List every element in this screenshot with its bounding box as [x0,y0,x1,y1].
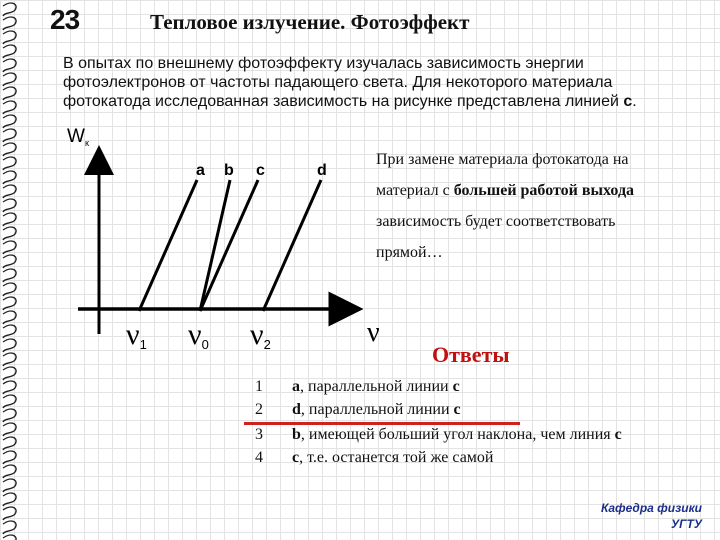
line-label-c: c [256,162,265,179]
spiral-ring [3,73,16,86]
answer-text [292,378,460,396]
slide-number: 23 [50,4,80,35]
spiral-ring [3,409,16,422]
spiral-ring [3,479,16,492]
line-label-d: d [317,162,327,179]
tick-nu1: ν1 [126,318,147,352]
spiral-ring [3,521,16,534]
spiral-ring [3,395,16,408]
spiral-ring [3,171,16,184]
spiral-ring [3,437,16,450]
answer-ref-letter: c [452,378,460,395]
page-title: Тепловое излучение. Фотоэффект [150,10,470,34]
answer-line-letter: a [292,378,300,395]
intro-line-3-text: фотокатода исследованная зависимость на рисунке представлена линией [63,93,624,110]
department-line-1: Кафедра физики [600,501,702,515]
answer-number: 3 [255,426,263,443]
answer-description: , имеющей больший угол наклона, чем линия [300,426,615,443]
line-d [263,180,321,311]
x-axis-label: ν [367,317,380,348]
correct-answer-underline [244,422,520,425]
line-c [200,180,258,311]
spiral-ring [3,87,16,100]
spiral-ring [3,493,16,506]
spiral-ring [3,325,16,338]
intro-line-3 [63,92,703,111]
question-line-1: При замене материала фотокатода на [376,151,629,168]
question-line-2 [376,175,634,206]
spiral-ring [3,353,16,366]
spiral-ring [3,507,16,520]
answer-number: 2 [255,401,263,418]
answer-number: 4 [255,449,263,466]
line-label-a: a [196,162,205,179]
spiral-ring [3,129,16,142]
question-line-4: прямой… [376,244,443,261]
answer-description: , параллельной линии [300,378,453,395]
spiral-ring [3,255,16,268]
answer-line-letter: d [292,401,301,418]
spiral-ring [3,101,16,114]
question-text [376,144,634,268]
spiral-ring [3,311,16,324]
question-line-3: зависимость будет соответствовать [376,213,616,230]
intro-line-c: с [623,93,633,110]
answer-description: , параллельной линии [300,401,454,418]
intro-line-1: В опытах по внешнему фотоэффекту изучалась зависимость энергии [63,55,584,72]
spiral-ring [3,199,16,212]
spiral-ring [3,465,16,478]
spiral-ring [3,535,16,540]
line-a [139,180,197,311]
department-line-2: УГТУ [671,517,702,531]
spiral-ring [3,115,16,128]
problem-intro [63,54,703,111]
spiral-ring [3,297,16,310]
answer-ref-letter: c [614,426,622,443]
spiral-ring [3,45,16,58]
spiral-ring [3,381,16,394]
spiral-ring [3,3,16,16]
question-line-2-text: материал с [376,182,454,199]
tick-nu0: ν0 [188,318,209,352]
intro-line-2: фотоэлектронов от частоты падающего света. Для некоторого материала [63,74,613,91]
y-axis-label: $W_к$ [67,126,89,148]
spiral-ring [3,269,16,282]
answer-text [292,426,622,444]
spiral-ring [3,227,16,240]
answer-line-letter: b [292,426,301,443]
spiral-ring [3,241,16,254]
answer-text [292,449,493,467]
spiral-ring [3,423,16,436]
spiral-ring [3,185,16,198]
intro-line-3-end: . [632,93,637,110]
line-b [200,180,230,311]
answer-description: , т.е. останется той же самой [299,449,494,466]
spiral-ring [3,59,16,72]
answer-ref-letter: c [453,401,461,418]
energy-frequency-graph [60,120,390,360]
line-label-b: b [224,162,234,179]
answers-heading: Ответы [432,342,510,367]
answer-number: 1 [255,378,263,395]
question-emphasis: большей работой выхода [453,182,635,199]
answer-line-letter: c [292,449,300,466]
department-logo [601,500,702,532]
spiral-ring [3,339,16,352]
spiral-ring [3,31,16,44]
spiral-ring [3,367,16,380]
spiral-ring [3,451,16,464]
spiral-ring [3,157,16,170]
spiral-ring [3,283,16,296]
spiral-ring [3,143,16,156]
answer-text [292,401,461,419]
spiral-binding [0,0,22,540]
spiral-ring [3,213,16,226]
tick-nu2: ν2 [250,318,271,352]
spiral-ring [3,17,16,30]
